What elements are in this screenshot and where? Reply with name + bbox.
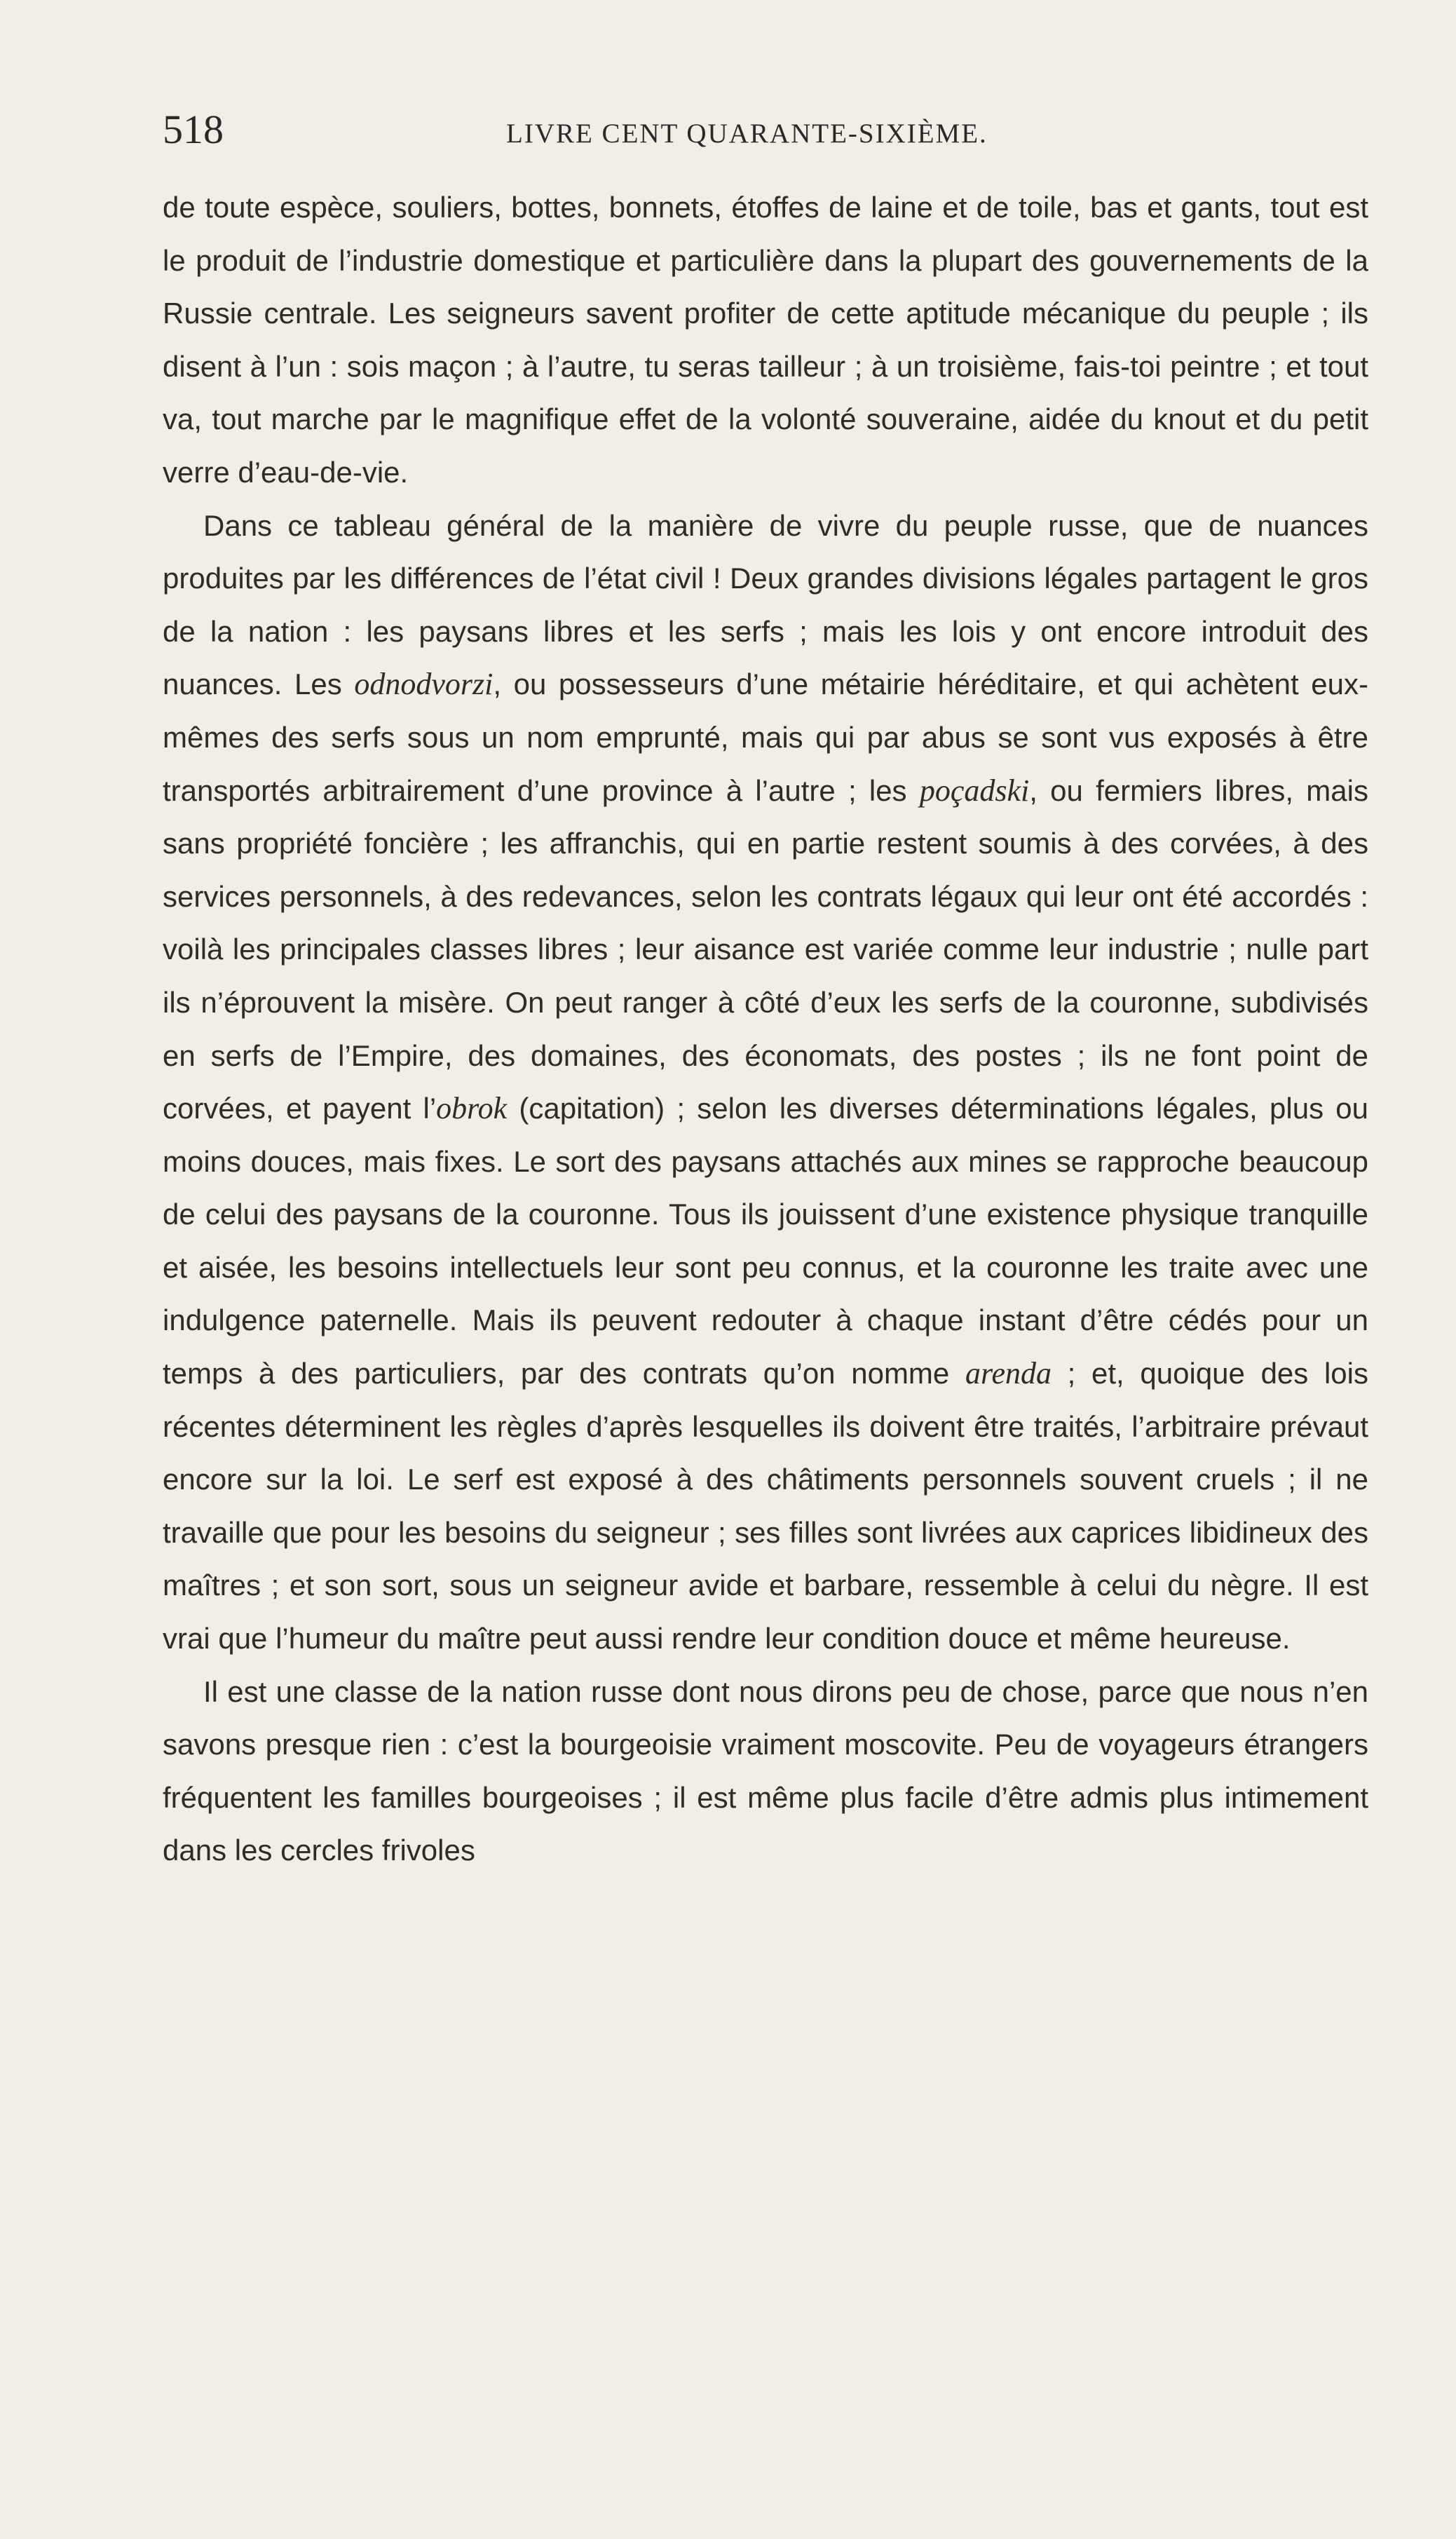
term-odnodvorzi: odnodvorzi <box>354 667 494 702</box>
paragraph-2-text-d: (capitation) ; selon les diverses déterminations légales, plus ou moins douces, mais fixes. Le sort des paysans attachés aux mines se rapproche beaucoup de celui des paysans de la couronne. Tous ils jouissent d’une existence physique tranquille et aisée, les besoins intellectuels leur sont peu connus, et la couronne les traite avec une indulgence paternelle. Mais ils peuvent redouter à chaque instant d’être cédés pour un temps à des particuliers, par des contrats qu’on nomme <box>163 1092 1369 1390</box>
running-head: LIVRE CENT QUARANTE-SIXIÈME. <box>506 119 988 149</box>
paragraph-2-text-b: , ou possesseurs d’une métairie héréditaire, et qui achètent eux-mêmes des serfs sous un nom emprunté, mais qui par abus se sont vus exposés à être transportés arbitrairement d’une province à l’autre ; les <box>163 668 1369 807</box>
paragraph-3-text: Il est une classe de la nation russe dont nous dirons peu de chose, parce que nous n’en savons presque rien : c’est la bourgeoisie vraiment moscovite. Peu de voyageurs étrangers fréquentent les familles bourgeoises ; il est même plus facile d’être admis plus intimement dans les cercles frivoles <box>163 1674 1368 1867</box>
paragraph-3 <box>163 1665 1368 1877</box>
body-text <box>163 181 1368 1877</box>
page-header <box>163 105 1368 154</box>
paragraph-2-text-c: , ou fermiers libres, mais sans propriété foncière ; les affranchis, qui en partie restent soumis à des corvées, à des services personnels, à des redevances, selon les contrats légaux qui leur ont été accordés : voilà les principales classes libres ; leur aisance est variée comme leur industrie ; nulle part ils n’éprouvent la misère. On peut ranger à côté d’eux les serfs de la couronne, subdivisés en serfs de l’Empire, des domaines, des économats, des postes ; ils ne font point de corvées, et payent l’ <box>163 773 1368 1125</box>
paragraph-2-text-e: ; et, quoique des lois récentes déterminent les règles d’après lesquelles ils doivent être traités, l’arbitraire prévaut encore sur la loi. Le serf est exposé à des châtiments personnels souvent cruels ; il ne travaille que pour les besoins du seigneur ; ses filles sont livrées aux caprices libidineux des maîtres ; et son sort, sous un seigneur avide et barbare, ressemble à celui du nègre. Il est vrai que l’humeur du maître peut aussi rendre leur condition douce et même heureuse. <box>163 1357 1368 1656</box>
term-arenda: arenda <box>965 1356 1052 1391</box>
term-obrok: obrok <box>436 1091 508 1126</box>
paragraph-1-text: de toute espèce, souliers, bottes, bonnets, étoffes de laine et de toile, bas et gants, tout est le produit de l’industrie domestique et particulière dans la plupart des gouvernements de la Russie centrale. Les seigneurs savent profiter de cette aptitude mécanique du peuple ; ils disent à l’un : sois maçon ; à l’autre, tu seras tailleur ; à un troisième, fais-toi peintre ; et tout va, tout marche par le magnifique effet de la volonté souveraine, aidée du knout et du petit verre d’eau-de-vie. <box>163 191 1368 489</box>
term-pocadski: poçadski <box>919 773 1030 808</box>
paragraph-2-text-a: Dans ce tableau général de la manière de vivre du peuple russe, que de nuances produites par les différences de l’état civil ! Deux grandes divisions légales partagent le gros de la nation : les paysans libres et les serfs ; mais les lois y ont encore introduit des nuances. Les <box>163 508 1368 701</box>
paragraph-1 <box>163 181 1368 499</box>
page-number: 518 <box>163 107 224 152</box>
paragraph-2 <box>163 499 1368 1665</box>
